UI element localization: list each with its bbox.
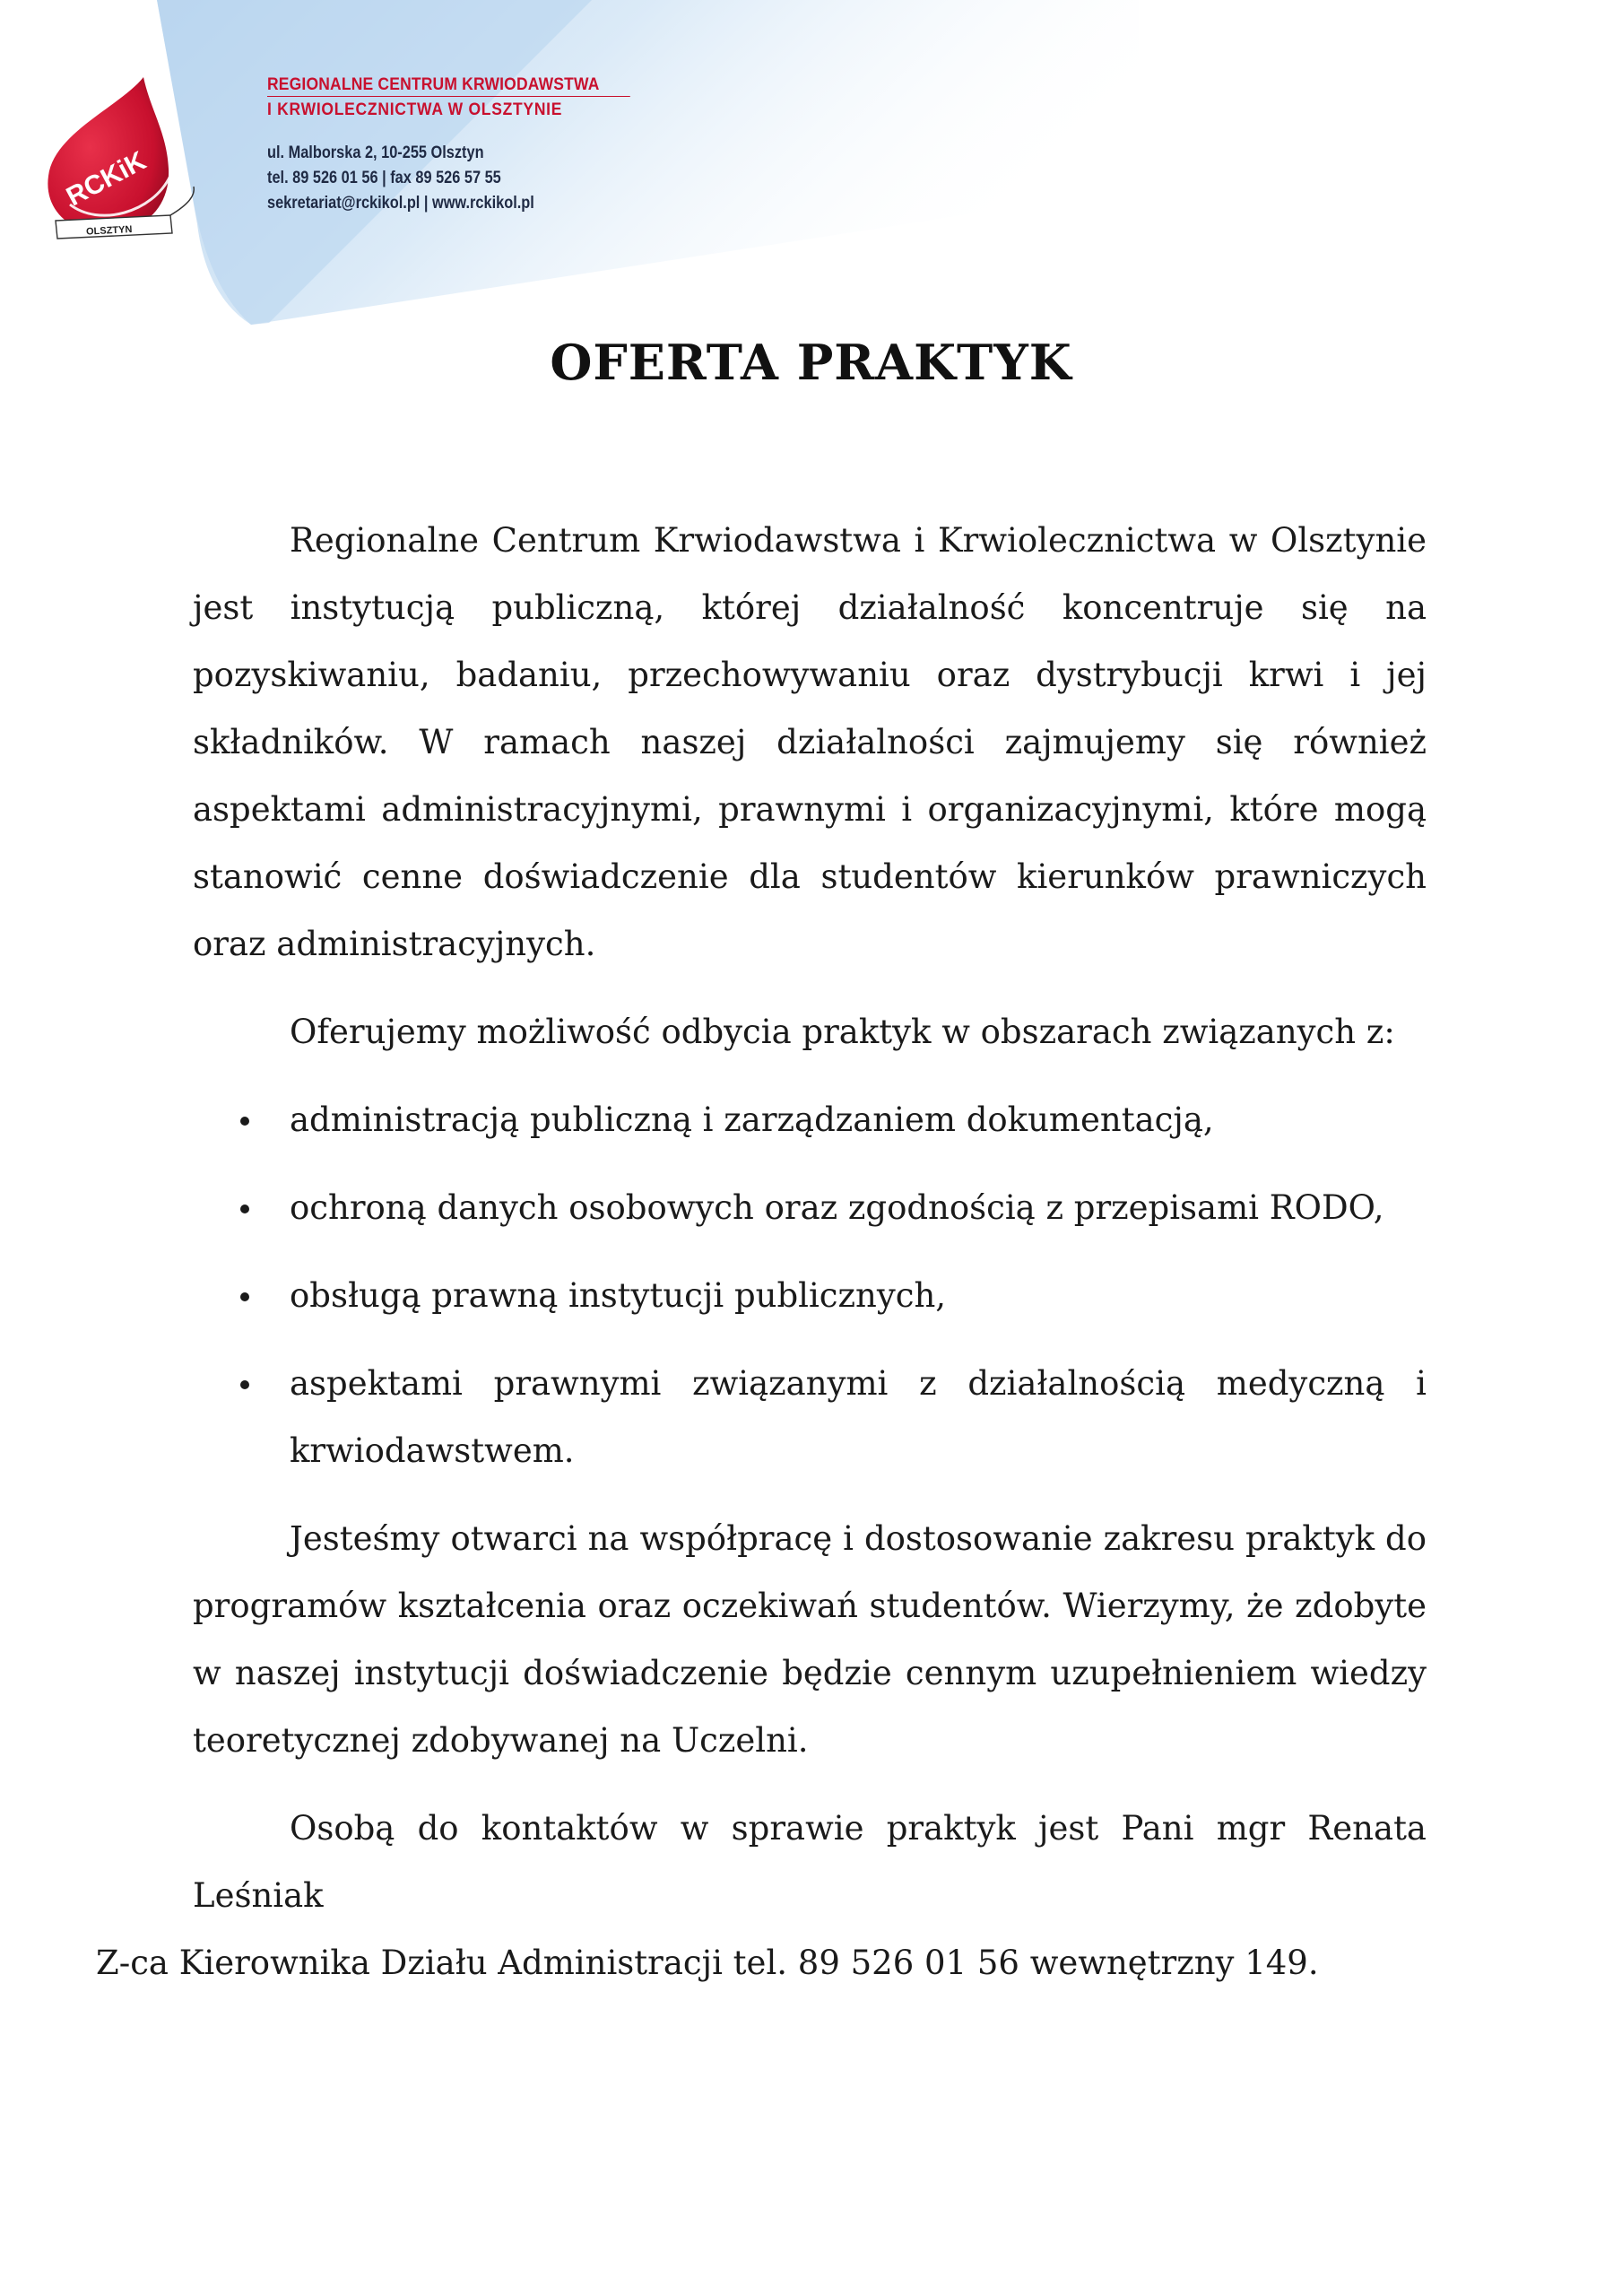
organization-name-line1: REGIONALNE CENTRUM KRWIODAWSTWA	[267, 75, 600, 94]
offer-list	[193, 1086, 1427, 1484]
bullet-icon	[240, 1205, 249, 1213]
paragraph-cooperation: Jesteśmy otwarci na współpracę i dostosowanie zakresu praktyk do programów kształcenia oraz oczekiwań studentów. Wierzymy, że zdobyte w naszej instytucji doświadczenie będzie cennym uzupełnieniem wiedzy teoretycznej zdobywanej na Uczelni.	[193, 1519, 1427, 1760]
email-web-line: sekretariat@rckikol.pl | www.rckikol.pl	[267, 194, 534, 213]
header-background-shape	[0, 0, 1622, 377]
contact-line-1: Osobą do kontaktów w sprawie praktyk jest Pani mgr Renata Leśniak	[193, 1809, 1427, 1915]
list-item-text: obsługą prawną instytucji publicznych,	[290, 1276, 947, 1315]
logo-text: RCKiK	[61, 145, 152, 213]
phone-fax-line: tel. 89 526 01 56 | fax 89 526 57 55	[267, 169, 501, 187]
contact-line-2: Z-ca Kierownika Działu Administracji tel. 89 526 01 56 wewnętrzny 149.	[96, 1944, 1319, 1982]
bullet-icon	[240, 1117, 249, 1126]
list-item	[193, 1086, 1427, 1153]
paragraph-contact	[96, 1795, 1427, 1996]
organization-contact	[267, 141, 606, 216]
paragraph-institution: Regionalne Centrum Krwiodawstwa i Krwiolecznictwa w Olsztynie jest instytucją publiczną, której działalność koncentruje się na pozyskiwaniu, badaniu, przechowywaniu oraz dystrybucji krwi i jej składników. W ramach naszej działalności zajmujemy się również aspektami administracyjnymi, prawnymi i organizacyjnymi, które mogą stanowić cenne doświadczenie dla studentów kierunków prawniczych oraz administracyjnych.	[193, 521, 1427, 963]
list-item-text: administracją publiczną i zarządzaniem dokumentacją,	[290, 1100, 1214, 1139]
list-item-text: ochroną danych osobowych oraz zgodnością z przepisami RODO,	[290, 1188, 1384, 1227]
address-line: ul. Malborska 2, 10-255 Olsztyn	[267, 144, 484, 162]
organization-header	[267, 74, 662, 216]
list-item	[193, 1174, 1427, 1241]
bullet-icon	[240, 1292, 249, 1301]
paragraph-offer-intro: Oferujemy możliwość odbycia praktyk w obszarach związanych z:	[290, 1013, 1395, 1051]
bullet-icon	[240, 1380, 249, 1389]
document-body	[96, 507, 1427, 1996]
list-item	[193, 1262, 1427, 1329]
rckik-logo	[36, 70, 197, 240]
document-title: OFERTA PRAKTYK	[550, 334, 1072, 391]
list-item-text: aspektami prawnymi związanymi z działalnością medyczną i krwiodawstwem.	[290, 1364, 1427, 1470]
organization-name-line2: I KRWIOLECZNICTWA W OLSZTYNIE	[267, 96, 630, 121]
logo-city-text: OLSZTYN	[85, 223, 133, 238]
list-item	[193, 1350, 1427, 1484]
